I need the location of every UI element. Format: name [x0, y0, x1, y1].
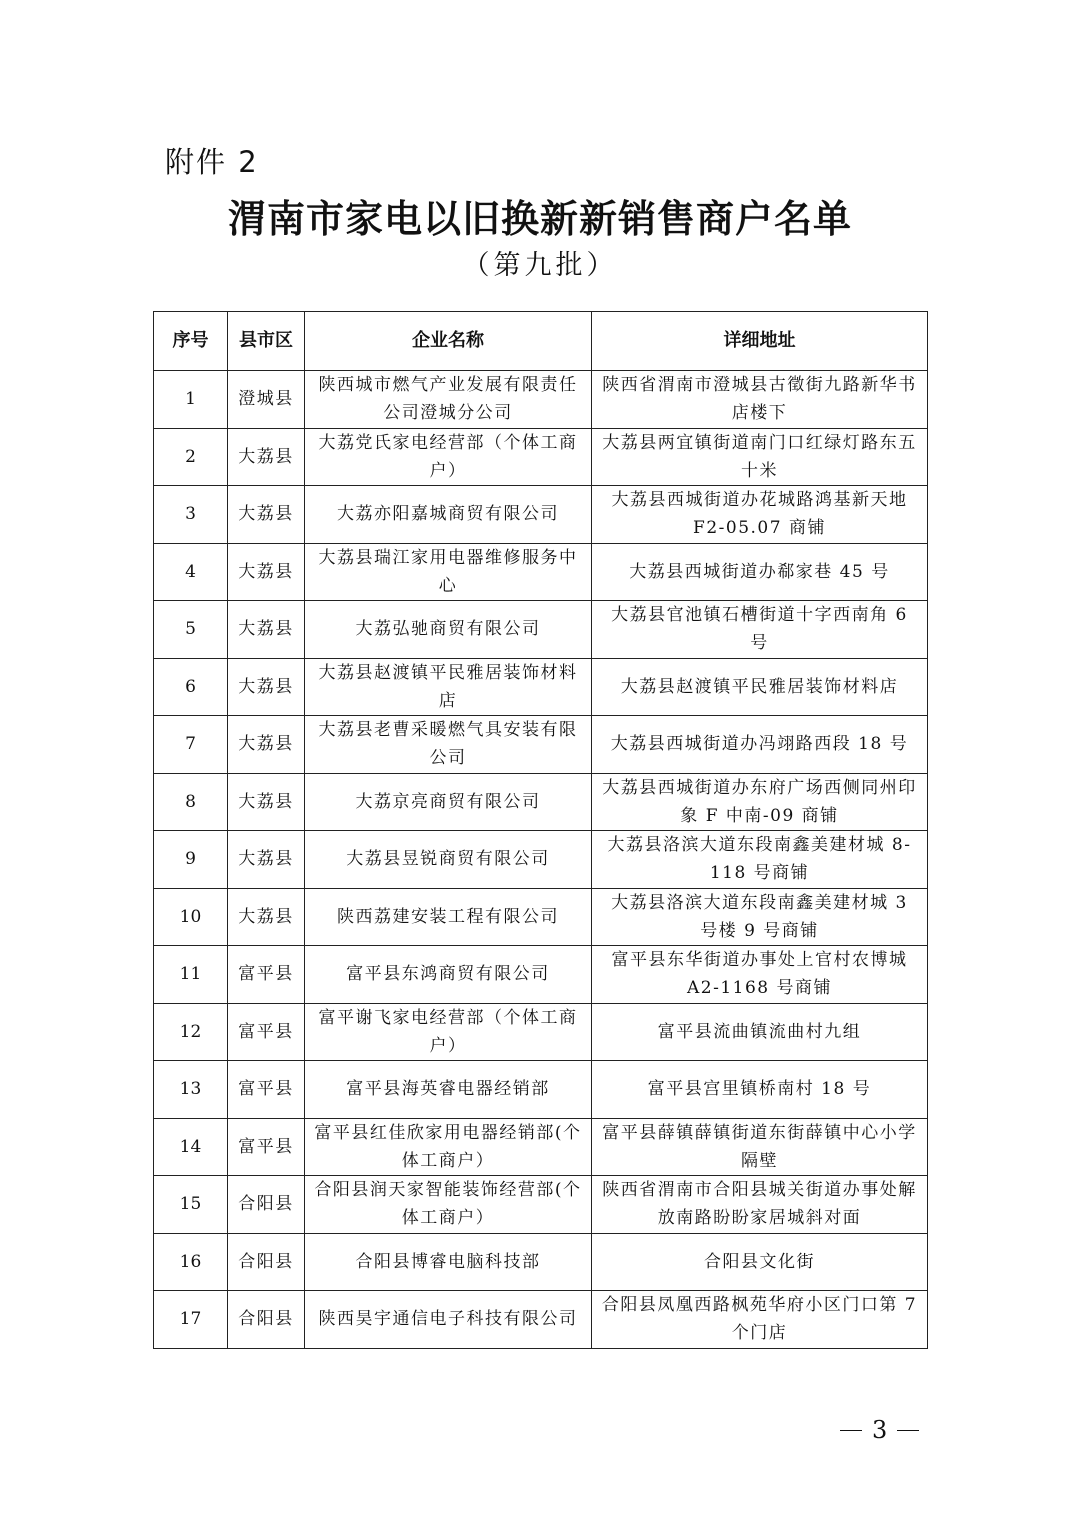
cell-county: 大荔县 [228, 716, 305, 774]
column-header-name: 企业名称 [305, 312, 592, 371]
cell-address: 大荔县西城街道办冯翊路西段 18 号 [592, 716, 928, 774]
table-row [154, 716, 928, 774]
cell-company-name: 陕西荔建安装工程有限公司 [305, 888, 592, 946]
attachment-label: 附件 2 [165, 145, 259, 179]
cell-address: 富平县东华街道办事处上官村农博城 A2-1168 号商铺 [592, 946, 928, 1004]
cell-company-name: 富平谢飞家电经营部（个体工商户） [305, 1003, 592, 1061]
cell-no: 2 [154, 428, 228, 486]
cell-no: 7 [154, 716, 228, 774]
cell-no: 12 [154, 1003, 228, 1061]
cell-county: 富平县 [228, 946, 305, 1004]
cell-no: 13 [154, 1061, 228, 1119]
table-row [154, 1233, 928, 1291]
cell-no: 10 [154, 888, 228, 946]
document-title: 渭南市家电以旧换新新销售商户名单 [227, 197, 852, 241]
cell-county: 富平县 [228, 1003, 305, 1061]
cell-company-name: 大荔亦阳嘉城商贸有限公司 [305, 486, 592, 544]
cell-county: 大荔县 [228, 773, 305, 831]
cell-company-name: 陕西昊宇通信电子科技有限公司 [305, 1291, 592, 1349]
cell-county: 大荔县 [228, 428, 305, 486]
cell-address: 富平县薛镇薛镇街道东街薛镇中心小学隔壁 [592, 1118, 928, 1176]
table-row [154, 371, 928, 429]
dash-right [897, 1430, 919, 1431]
cell-company-name: 大荔弘驰商贸有限公司 [305, 601, 592, 659]
table-row [154, 658, 928, 716]
cell-company-name: 大荔县赵渡镇平民雅居装饰材料店 [305, 658, 592, 716]
cell-company-name: 大荔党氏家电经营部（个体工商户） [305, 428, 592, 486]
table-row [154, 888, 928, 946]
cell-company-name: 合阳县博睿电脑科技部 [305, 1233, 592, 1291]
merchant-table [153, 311, 928, 1349]
table-row [154, 773, 928, 831]
cell-company-name: 大荔县昱锐商贸有限公司 [305, 831, 592, 889]
cell-address: 合阳县文化街 [592, 1233, 928, 1291]
document-subtitle: （第九批） [462, 250, 618, 281]
table-row [154, 1118, 928, 1176]
cell-no: 17 [154, 1291, 228, 1349]
cell-no: 5 [154, 601, 228, 659]
cell-county: 富平县 [228, 1061, 305, 1119]
cell-address: 大荔县洛滨大道东段南鑫美建材城 8-118 号商铺 [592, 831, 928, 889]
cell-no: 15 [154, 1176, 228, 1234]
cell-company-name: 富平县海英睿电器经销部 [305, 1061, 592, 1119]
cell-address: 大荔县两宜镇街道南门口红绿灯路东五十米 [592, 428, 928, 486]
table-header-row [154, 312, 928, 371]
cell-address: 大荔县洛滨大道东段南鑫美建材城 3 号楼 9 号商铺 [592, 888, 928, 946]
cell-no: 6 [154, 658, 228, 716]
table-row [154, 1003, 928, 1061]
cell-county: 合阳县 [228, 1291, 305, 1349]
cell-county: 大荔县 [228, 888, 305, 946]
cell-no: 3 [154, 486, 228, 544]
cell-no: 14 [154, 1118, 228, 1176]
cell-address: 大荔县赵渡镇平民雅居装饰材料店 [592, 658, 928, 716]
cell-no: 9 [154, 831, 228, 889]
cell-no: 11 [154, 946, 228, 1004]
cell-county: 合阳县 [228, 1233, 305, 1291]
cell-county: 合阳县 [228, 1176, 305, 1234]
cell-address: 富平县宫里镇桥南村 18 号 [592, 1061, 928, 1119]
cell-company-name: 大荔县瑞江家用电器维修服务中心 [305, 543, 592, 601]
cell-county: 澄城县 [228, 371, 305, 429]
cell-address: 陕西省渭南市合阳县城关街道办事处解放南路盼盼家居城斜对面 [592, 1176, 928, 1234]
column-header-address: 详细地址 [592, 312, 928, 371]
table-row [154, 1176, 928, 1234]
cell-county: 富平县 [228, 1118, 305, 1176]
cell-company-name: 富平县红佳欣家用电器经销部(个体工商户） [305, 1118, 592, 1176]
column-header-county: 县市区 [228, 312, 305, 371]
table-row [154, 946, 928, 1004]
dash-left [840, 1430, 862, 1431]
table-row [154, 1291, 928, 1349]
cell-county: 大荔县 [228, 831, 305, 889]
cell-company-name: 合阳县润天家智能装饰经营部(个体工商户） [305, 1176, 592, 1234]
cell-county: 大荔县 [228, 486, 305, 544]
cell-county: 大荔县 [228, 658, 305, 716]
cell-company-name: 富平县东鸿商贸有限公司 [305, 946, 592, 1004]
page-number [840, 1416, 919, 1444]
cell-no: 16 [154, 1233, 228, 1291]
table-row [154, 601, 928, 659]
table-row [154, 486, 928, 544]
cell-address: 大荔县西城街道办东府广场西侧同州印象 F 中南-09 商铺 [592, 773, 928, 831]
cell-county: 大荔县 [228, 543, 305, 601]
cell-address: 合阳县凤凰西路枫苑华府小区门口第 7 个门店 [592, 1291, 928, 1349]
table-row [154, 831, 928, 889]
cell-no: 8 [154, 773, 228, 831]
cell-county: 大荔县 [228, 601, 305, 659]
table-row [154, 1061, 928, 1119]
cell-address: 大荔县官池镇石槽街道十字西南角 6 号 [592, 601, 928, 659]
cell-address: 大荔县西城街道办花城路鸿基新天地F2-05.07 商铺 [592, 486, 928, 544]
cell-no: 1 [154, 371, 228, 429]
cell-address: 陕西省渭南市澄城县古徵街九路新华书店楼下 [592, 371, 928, 429]
cell-address: 大荔县西城街道办郗家巷 45 号 [592, 543, 928, 601]
cell-no: 4 [154, 543, 228, 601]
page-number-value: 3 [872, 1416, 888, 1444]
column-header-no: 序号 [154, 312, 228, 371]
cell-company-name: 大荔县老曹采暖燃气具安装有限公司 [305, 716, 592, 774]
cell-company-name: 大荔京亮商贸有限公司 [305, 773, 592, 831]
cell-company-name: 陕西城市燃气产业发展有限责任公司澄城分公司 [305, 371, 592, 429]
cell-address: 富平县流曲镇流曲村九组 [592, 1003, 928, 1061]
table-row [154, 428, 928, 486]
table-row [154, 543, 928, 601]
